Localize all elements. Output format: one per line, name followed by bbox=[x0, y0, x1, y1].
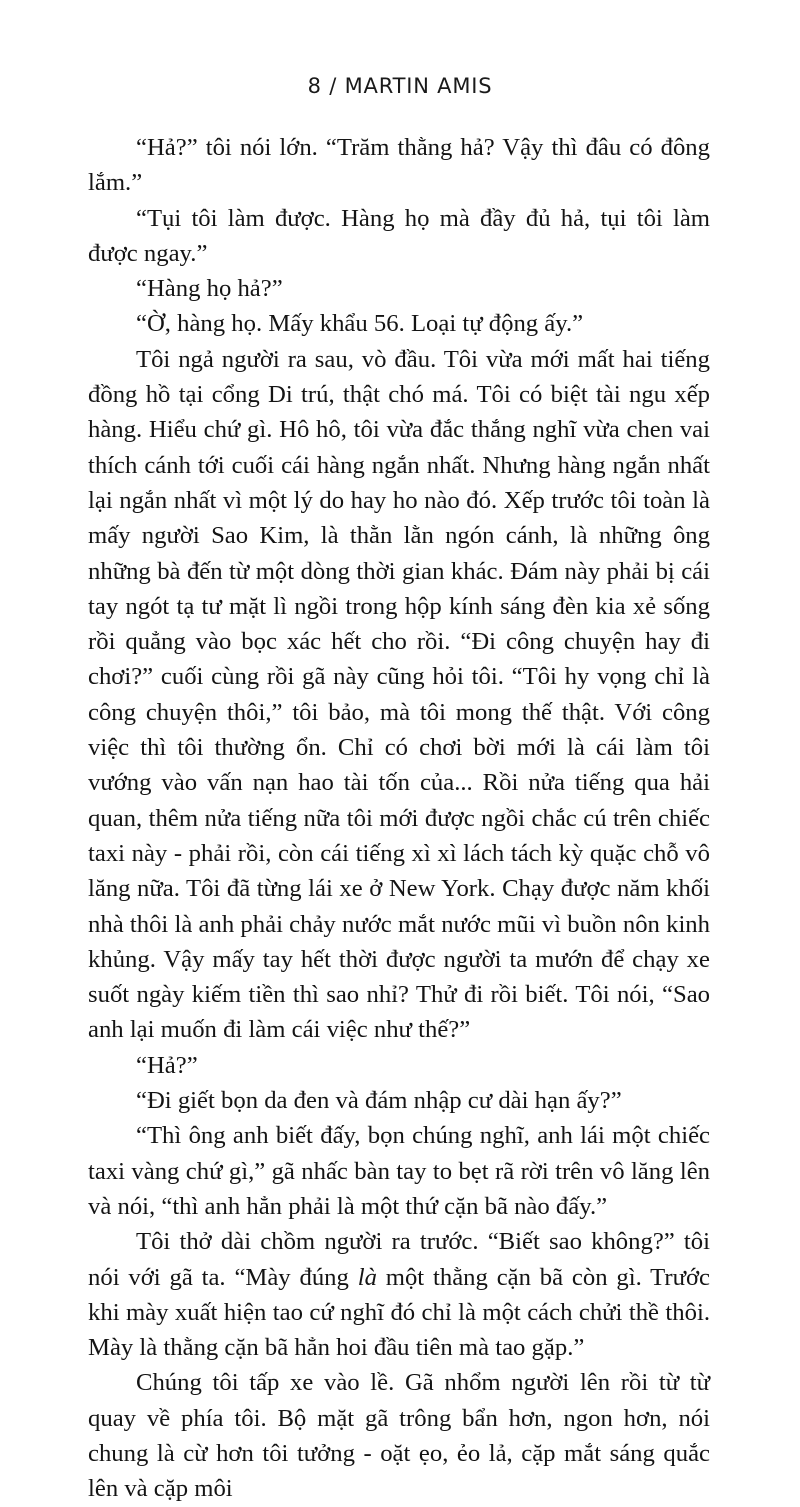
header-separator: / bbox=[329, 74, 338, 98]
paragraph: “Tụi tôi làm được. Hàng họ mà đầy đủ hả, tụi tôi làm được ngay.” bbox=[88, 204, 710, 267]
italic-emphasis: là bbox=[357, 1263, 377, 1291]
paragraph: “Hàng họ hả?” bbox=[136, 275, 283, 303]
paragraph: “Thì ông anh biết đấy, bọn chúng nghĩ, anh lái một chiếc taxi vàng chứ gì,” gã nhấc bàn tay to bẹt rã rời trên vô lăng lên và nói, “thì anh hẳn phải là một thứ cặn bã nào đấy.” bbox=[88, 1122, 710, 1220]
page-number: 8 bbox=[307, 74, 322, 98]
paragraph: “Đi giết bọn da đen và đám nhập cư dài hạn ấy?” bbox=[136, 1087, 622, 1115]
body-text bbox=[88, 130, 710, 1507]
paragraph: “Hả?” bbox=[136, 1051, 198, 1079]
paragraph: Tôi ngả người ra sau, vò đầu. Tôi vừa mới mất hai tiếng đồng hồ tại cổng Di trú, thật chó má. Tôi có biệt tài ngu xếp hàng. Hiểu chứ gì. Hô hô, tôi vừa đắc thắng nghĩ vừa chen vai thích cánh tới cuối cái hàng ngắn nhất. Nhưng hàng ngắn nhất lại ngắn nhất vì một lý do hay ho nào đó. Xếp trước tôi toàn là mấy người Sao Kim, là thằn lằn ngón cánh, là những ông những bà đến từ một dòng thời gian khác. Đám này phải bị cái tay ngót tạ tư mặt lì ngồi trong hộp kính sáng đèn kia xẻ sống rồi quẳng vào bọc xác hết cho rồi. “Đi công chuyện hay đi chơi?” cuối cùng rồi gã này cũng hỏi tôi. “Tôi hy vọng chỉ là công chuyện thôi,” tôi bảo, mà tôi mong thế thật. Với công việc thì tôi thường ổn. Chỉ có chơi bời mới là cái làm tôi vướng vào vấn nạn hao tài tốn của... Rồi nửa tiếng qua hải quan, thêm nửa tiếng nữa tôi mới được ngồi chắc cú trên chiếc taxi này - phải rồi, còn cái tiếng xì xì lách tách kỳ quặc chỗ vô lăng nữa. Tôi đã từng lái xe ở New York. Chạy được năm khối nhà thôi là anh phải chảy nước mắt nước mũi vì buồn nôn kinh khủng. Vậy mấy tay hết thời được người ta mướn để chạy xe suốt ngày kiếm tiền thì sao nhỉ? Thử đi rồi biết. Tôi nói, “Sao anh lại muốn đi làm cái việc như thế?” bbox=[88, 345, 710, 1044]
paragraph-with-italic bbox=[88, 1224, 710, 1365]
paragraph: Chúng tôi tấp xe vào lề. Gã nhổm người lên rồi từ từ quay về phía tôi. Bộ mặt gã trông bẩn hơn, ngon hơn, nói chung là cừ hơn tôi tưởng - oặt ẹo, ẻo lả, cặp mắt sáng quắc lên và cặp môi bbox=[88, 1369, 710, 1503]
author-name: MARTIN AMIS bbox=[344, 74, 493, 98]
text-run: một thằng cặn bã còn gì. Trước khi mày xuất hiện tao cứ nghĩ đó chỉ là một cách chửi thề thôi. Mày là thằng cặn bã hẳn hoi đầu tiên mà tao gặp.” bbox=[88, 1263, 710, 1362]
text-run: Tôi thở dài chồm người ra trước. “Biết sao không?” tôi nói với gã ta. “Mày đúng bbox=[88, 1228, 710, 1291]
paragraph: “Hả?” tôi nói lớn. “Trăm thằng hả? Vậy thì đâu có đông lắm.” bbox=[88, 134, 710, 197]
running-header bbox=[0, 74, 800, 98]
paragraph: “Ờ, hàng họ. Mấy khẩu 56. Loại tự động ấy.” bbox=[136, 310, 584, 338]
